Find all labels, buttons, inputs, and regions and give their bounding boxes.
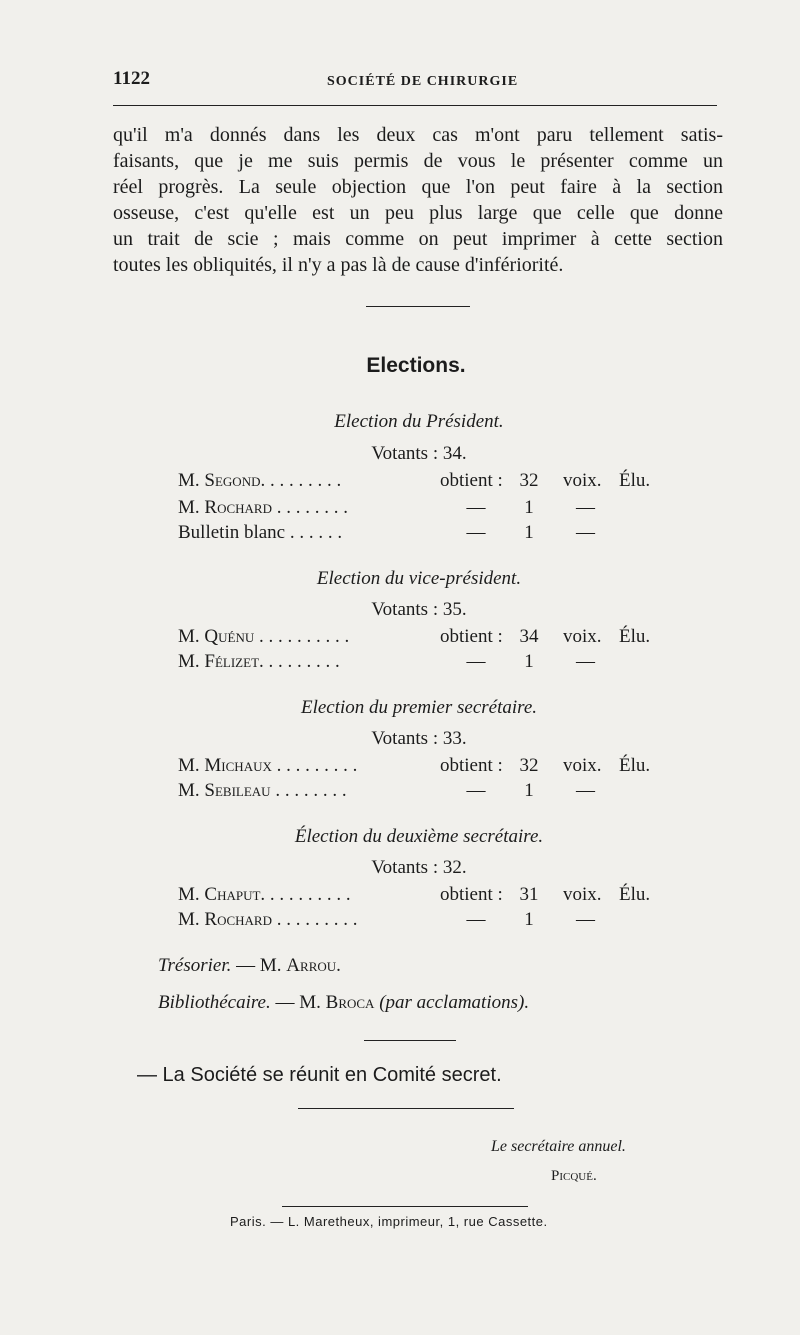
elected-label: Élu. bbox=[619, 626, 651, 647]
votants-line: Votants : 32. bbox=[371, 857, 467, 878]
vote-count: 31 bbox=[519, 884, 539, 905]
obtient-label: obtient : bbox=[440, 755, 503, 776]
vote-count: 1 bbox=[524, 651, 534, 672]
imprint-rule bbox=[282, 1206, 528, 1207]
tresorier-line bbox=[158, 955, 341, 977]
elected-label: Élu. bbox=[619, 470, 651, 491]
election-title: Élection du deuxième secrétaire. bbox=[294, 826, 544, 847]
vote-count: 32 bbox=[519, 470, 539, 491]
votants-line: Votants : 34. bbox=[371, 443, 467, 464]
candidate-name: M. Michaux . . . . . . . . . bbox=[178, 755, 358, 776]
candidate-name: M. Quénu . . . . . . . . . . bbox=[178, 626, 350, 647]
candidate-name: Bulletin blanc . . . . . . bbox=[178, 522, 343, 543]
paragraph-line: qu'il m'a donnés dans les deux cas m'ont paru tellement satis- bbox=[113, 124, 723, 146]
ditto-dash: — bbox=[576, 497, 595, 518]
section-divider bbox=[366, 306, 470, 307]
elections-heading: Elections. bbox=[366, 354, 466, 377]
body-paragraph bbox=[113, 122, 723, 278]
candidate-name: M. Félizet. . . . . . . . . bbox=[178, 651, 340, 672]
election-title: Election du Président. bbox=[334, 411, 504, 432]
signature-role: Le secrétaire annuel. bbox=[491, 1138, 626, 1155]
ditto-dash: — bbox=[466, 780, 486, 801]
vote-count: 1 bbox=[524, 522, 534, 543]
voix-label: voix. bbox=[563, 755, 602, 776]
paragraph-line: réel progrès. La seule objection que l'on peut faire à la section bbox=[113, 176, 723, 198]
page-number: 1122 bbox=[113, 68, 150, 89]
elected-label: Élu. bbox=[619, 884, 651, 905]
candidate-name: M. Segond. . . . . . . . . bbox=[178, 470, 342, 491]
candidate-name: M. Sebileau . . . . . . . . bbox=[178, 780, 347, 801]
header-rule bbox=[113, 105, 717, 106]
obtient-label: obtient : bbox=[440, 626, 503, 647]
officer-label: Trésorier. bbox=[158, 955, 232, 976]
ditto-dash: — bbox=[576, 780, 595, 801]
paragraph-line: un trait de scie ; mais comme on peut imprimer à cette section bbox=[113, 228, 723, 250]
obtient-label: obtient : bbox=[440, 470, 503, 491]
candidate-name: M. Chaput. . . . . . . . . . bbox=[178, 884, 351, 905]
vote-count: 32 bbox=[519, 755, 539, 776]
section-divider bbox=[298, 1108, 514, 1109]
vote-count: 1 bbox=[524, 909, 534, 930]
imprint-line: Paris. — L. Maretheux, imprimeur, 1, rue Cassette. bbox=[230, 1214, 548, 1229]
election-title: Election du premier secrétaire. bbox=[300, 697, 538, 718]
candidate-name: M. Rochard . . . . . . . . bbox=[178, 497, 348, 518]
candidate-name: M. Rochard . . . . . . . . . bbox=[178, 909, 358, 930]
ditto-dash: — bbox=[466, 497, 486, 518]
vote-count: 34 bbox=[519, 626, 539, 647]
votants-line: Votants : 35. bbox=[371, 599, 467, 620]
vote-count: 1 bbox=[524, 780, 534, 801]
bibliothecaire-line bbox=[158, 992, 529, 1014]
vote-count: 1 bbox=[524, 497, 534, 518]
officer-name: — M. Broca bbox=[275, 992, 375, 1013]
voix-label: voix. bbox=[563, 884, 602, 905]
officer-label: Bibliothécaire. bbox=[158, 992, 271, 1013]
ditto-dash: — bbox=[576, 522, 595, 543]
ditto-dash: — bbox=[466, 909, 486, 930]
voix-label: voix. bbox=[563, 470, 602, 491]
closing-line: — La Société se réunit en Comité secret. bbox=[137, 1064, 502, 1086]
votants-line: Votants : 33. bbox=[371, 728, 467, 749]
ditto-dash: — bbox=[466, 651, 486, 672]
election-title: Election du vice-président. bbox=[316, 568, 522, 589]
voix-label: voix. bbox=[563, 626, 602, 647]
ditto-dash: — bbox=[576, 909, 595, 930]
running-title: SOCIÉTÉ DE CHIRURGIE bbox=[327, 74, 519, 89]
ditto-dash: — bbox=[576, 651, 595, 672]
obtient-label: obtient : bbox=[440, 884, 503, 905]
paragraph-line: osseuse, c'est qu'elle est un peu plus large que celle que donne bbox=[113, 202, 723, 224]
officer-note: (par acclamations). bbox=[379, 992, 530, 1013]
elected-label: Élu. bbox=[619, 755, 651, 776]
officer-name: — M. Arrou. bbox=[236, 955, 341, 976]
paragraph-line: toutes les obliquités, il n'y a pas là de cause d'infériorité. bbox=[113, 254, 564, 276]
ditto-dash: — bbox=[466, 522, 486, 543]
paragraph-line: faisants, que je me suis permis de vous le présenter comme un bbox=[113, 150, 723, 172]
signature-name: Picqué. bbox=[551, 1168, 597, 1184]
section-divider bbox=[364, 1040, 456, 1041]
